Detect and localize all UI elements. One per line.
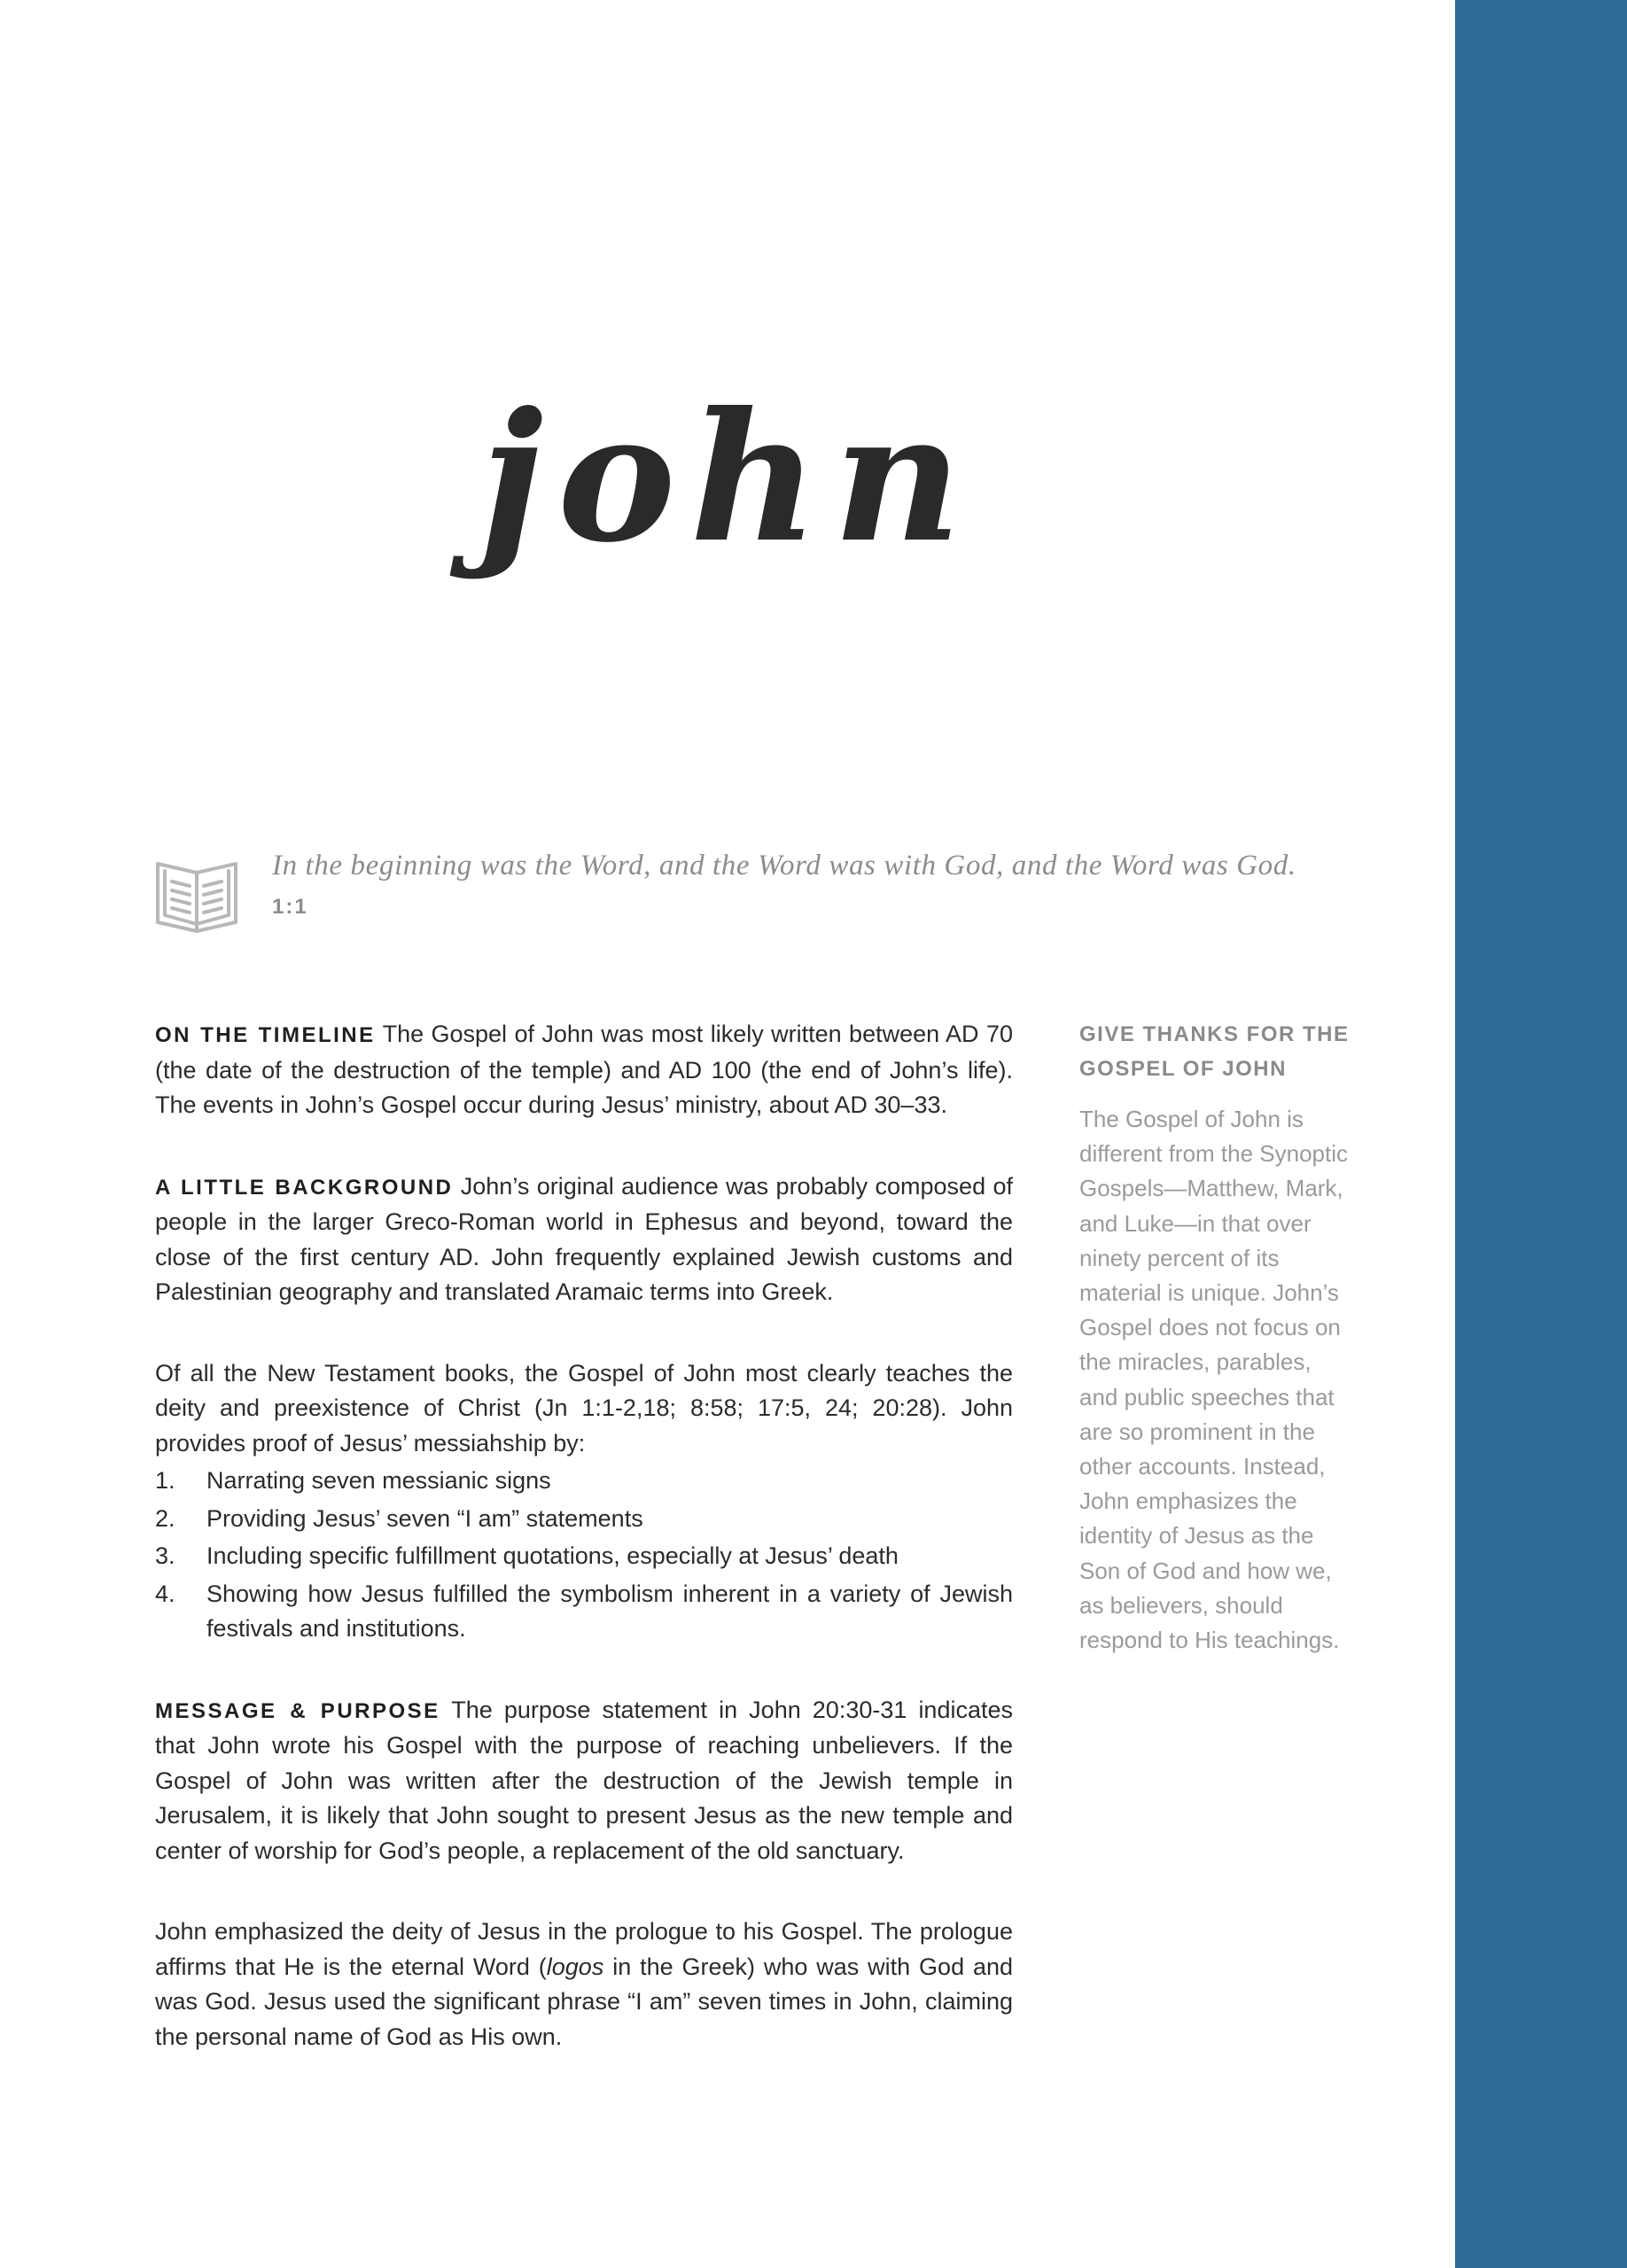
background-text: John’s original audience was probably composed of people in the larger Greco-Roman world in Ephesus and beyond, toward the close of the first century AD. John frequently explained Jewish customs and Palestinian geography and translated Aramaic terms into Greek. xyxy=(155,1172,1013,1305)
prologue-italic-term: logos xyxy=(546,1953,604,1980)
timeline-text: The Gospel of John was most likely written between AD 70 (the date of the destruction of the temple) and AD 100 (the end of John’s life). The events in John’s Gospel occur during Jesus’ ministry, about AD 30–33. xyxy=(155,1021,1013,1118)
list-item xyxy=(155,1464,1013,1499)
sidebar xyxy=(1079,1017,1354,1658)
prologue-text-start: John emphasized the deity of Jesus in the prologue to his Gospel. The prologue affirms that He is the eternal Word ( xyxy=(155,1918,1013,1980)
list-text: Showing how Jesus fulfilled the symbolism inherent in a variety of Jewish festivals and institutions. xyxy=(206,1580,1013,1642)
list-text: Including specific fulfillment quotations, especially at Jesus’ death xyxy=(206,1542,899,1569)
list-number: 3. xyxy=(155,1542,175,1569)
prologue-section xyxy=(155,1915,1013,2054)
background-label: A LITTLE BACKGROUND xyxy=(155,1175,454,1200)
verse-quote: In the beginning was the Word, and the Word was with God, and the Word was God. xyxy=(272,850,1296,882)
book-title: john xyxy=(479,374,977,582)
list-item xyxy=(155,1502,1013,1537)
list-number: 2. xyxy=(155,1504,175,1532)
side-color-band xyxy=(1455,0,1627,2268)
list-number: 4. xyxy=(155,1580,175,1607)
list-item xyxy=(155,1577,1013,1647)
prologue-text-end: in the Greek) who was with God and was God. Jesus used the significant phrase “I am” seven times in John, claiming the personal name of God as His own. xyxy=(155,1953,1014,2050)
message-text: The purpose statement in John 20:30-31 indicates that John wrote his Gospel with the purpose of reaching unbelievers. If the Gospel of John was written after the destruction of the Jewish temple in Jerusalem, it is likely that John sought to present Jesus as the new temple and center of worship for God’s people, a replacement of the old sanctuary. xyxy=(155,1696,1014,1864)
open-book-icon xyxy=(154,851,239,936)
sidebar-text: The Gospel of John is different from the Synoptic Gospels—Matthew, Mark, and Luke—in that over ninety percent of its material is unique. John’s Gospel does not focus on the miracles, parables, and public speeches that are so prominent in the other accounts. Instead, John emphasizes the identity of Jesus as the Son of God and how we, as believers, should respond to His teachings. xyxy=(1079,1106,1349,1654)
message-label: MESSAGE & PURPOSE xyxy=(155,1698,440,1723)
deity-intro: Of all the New Testament books, the Gospel of John most clearly teaches the deity and preexistence of Christ (Jn 1:1-2,18; 8:58; 17:5, 24; 20:28). John provides proof of Jesus’ messiahship by: xyxy=(155,1359,1013,1456)
list-text: Providing Jesus’ seven “I am” statements xyxy=(206,1504,643,1532)
list-number: 1. xyxy=(155,1467,175,1494)
message-section xyxy=(155,1693,1013,1869)
sidebar-heading: GIVE THANKS FOR THE GOSPEL OF JOHN xyxy=(1079,1022,1350,1081)
list-text: Narrating seven messianic signs xyxy=(206,1467,551,1494)
main-column xyxy=(155,1017,1013,2101)
list-item xyxy=(155,1539,1013,1574)
verse-text xyxy=(272,846,1318,927)
timeline-label: ON THE TIMELINE xyxy=(155,1023,376,1047)
verse-reference: 1:1 xyxy=(272,895,308,919)
background-section xyxy=(155,1169,1013,1310)
timeline-section xyxy=(155,1017,1013,1123)
proof-list xyxy=(155,1464,1013,1647)
